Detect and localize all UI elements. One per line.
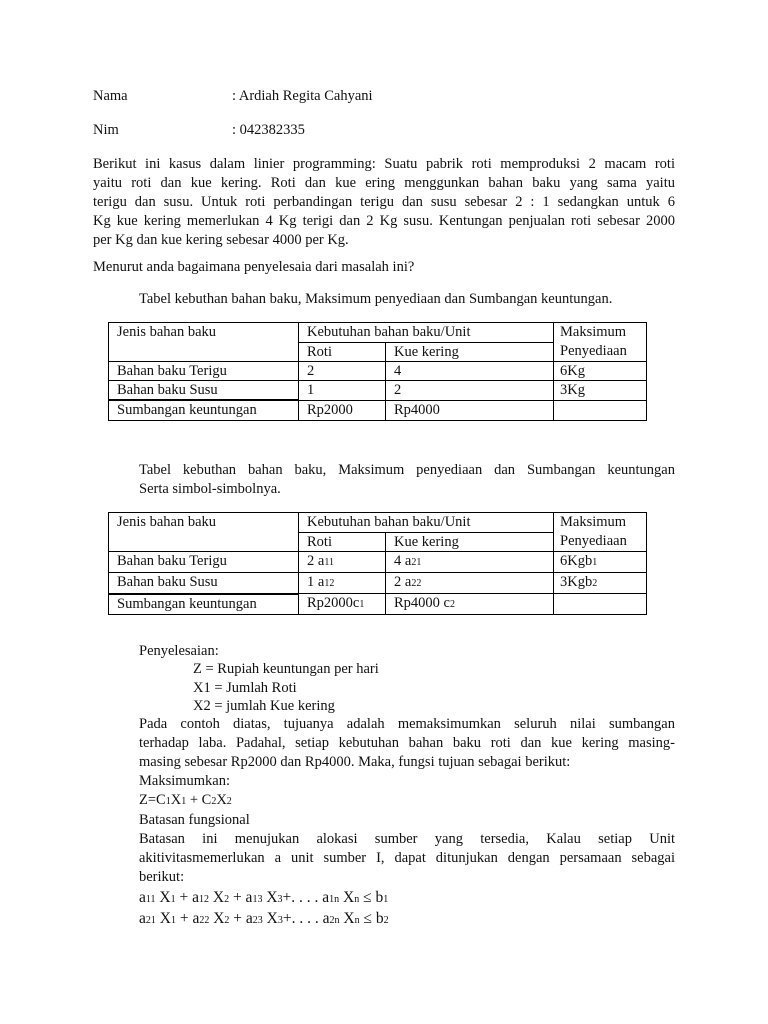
constraint-equation-1: a11 X1 + a12 X2 + a13 X3+. . . . a1n Xn ≤ b1 [139,889,389,906]
constraint-heading: Batasan fungsional [139,812,250,828]
table2-caption: Tabel kebuthan bahan baku, Maksimum penyediaan dan Sumbangan keuntungan Serta simbol-simbolnya. [139,462,675,497]
table1-header-maksimum: Maksimum Penyediaan [554,323,647,362]
table2-header-kue: Kue kering [386,532,554,552]
table-row: Bahan baku Susu 1 2 3Kg [109,381,647,401]
table2-header-jenis: Jenis bahan baku [109,513,299,552]
intro-paragraph [93,155,675,250]
question-text: Menurut anda bagaimana penyelesaia dari masalah ini? [93,259,415,275]
table-row: Bahan baku Terigu 2 a11 4 a21 6Kgb1 [109,552,647,573]
intro-line: Berikut ini kasus dalam linier programming: Suatu pabrik roti memproduksi 2 macam roti [93,156,675,172]
name-value: : Ardiah Regita Cahyani [232,88,373,104]
table-row: Sumbangan keuntungan Rp2000c1 Rp4000 c2 [109,594,647,615]
table1-caption: Tabel kebuthan bahan baku, Maksimum penyediaan dan Sumbangan keuntungan. [139,291,613,307]
nim-label: Nim [93,122,119,138]
nim-value: : 042382335 [232,122,305,138]
table2 [108,512,647,615]
constraint-equation-2: a21 X1 + a22 X2 + a23 X3+. . . . a2n Xn ≤ b2 [139,910,389,927]
intro-line: terigu dan susu. Untuk roti perbandingan terigu dan susu sebesar 2 : 1 sedangkan untuk 6 [93,194,675,210]
table-row: Bahan baku Susu 1 a12 2 a22 3Kgb2 [109,573,647,594]
intro-line: Kg kue kering memerlukan 4 Kg terigi dan 2 Kg susu. Kentungan penjualan roti sebesar 2000 [93,213,675,229]
table-row: Bahan baku Terigu 2 4 6Kg [109,362,647,381]
name-label: Nama [93,88,128,104]
definition-x2: X2 = jumlah Kue kering [193,698,335,714]
table1-header-jenis: Jenis bahan baku [109,323,299,362]
intro-line: yaitu roti dan kue kering. Roti dan kue ering menggunkan bahan baku yang sama yaitu [93,175,675,191]
solution-paragraph: Pada contoh diatas, tujuanya adalah memaksimumkan seluruh nilai sumbangan terhadap laba. Padahal, setiap kebutuhan bahan baku roti dan kue kering masing- masing sebesar Rp2000 dan Rp4000. Maka, fungsi tujuan sebagai berikut: Maksimumkan: Z=C1X1 + C2X2 Batasan fungsional Batasan ini menujukan alokasi sumber yang tersedia, Kalau setiap Unit akitivitasmemerlukan a unit sumber I, dapat ditunjukan dengan persamaan sebagai berikut: a11 X1 + a12 X2 + a13 X3+. . . . a1n Xn ≤ b1 a21 X1 + a22 X2 + a23 X3+. . . . a2n Xn ≤ b2 [139,715,675,930]
intro-line: per Kg dan kue kering sebesar 4000 per Kg. [93,232,349,248]
table2-header-roti: Roti [299,532,386,552]
objective-function: Z=C1X1 + C2X2 [139,792,232,808]
maximize-label: Maksimumkan: [139,773,231,789]
table1-header-kue: Kue kering [386,342,554,362]
table1-header-kebutuhan: Kebutuhan bahan baku/Unit [299,323,554,343]
table1 [108,322,647,421]
table2-header-kebutuhan: Kebutuhan bahan baku/Unit [299,513,554,533]
table2-header-maksimum: Maksimum Penyediaan [554,513,647,552]
solution-heading: Penyelesaian: [139,643,219,659]
table1-header-roti: Roti [299,342,386,362]
table-row: Sumbangan keuntungan Rp2000 Rp4000 [109,400,647,421]
definition-z: Z = Rupiah keuntungan per hari [193,661,379,677]
definition-x1: X1 = Jumlah Roti [193,680,297,696]
